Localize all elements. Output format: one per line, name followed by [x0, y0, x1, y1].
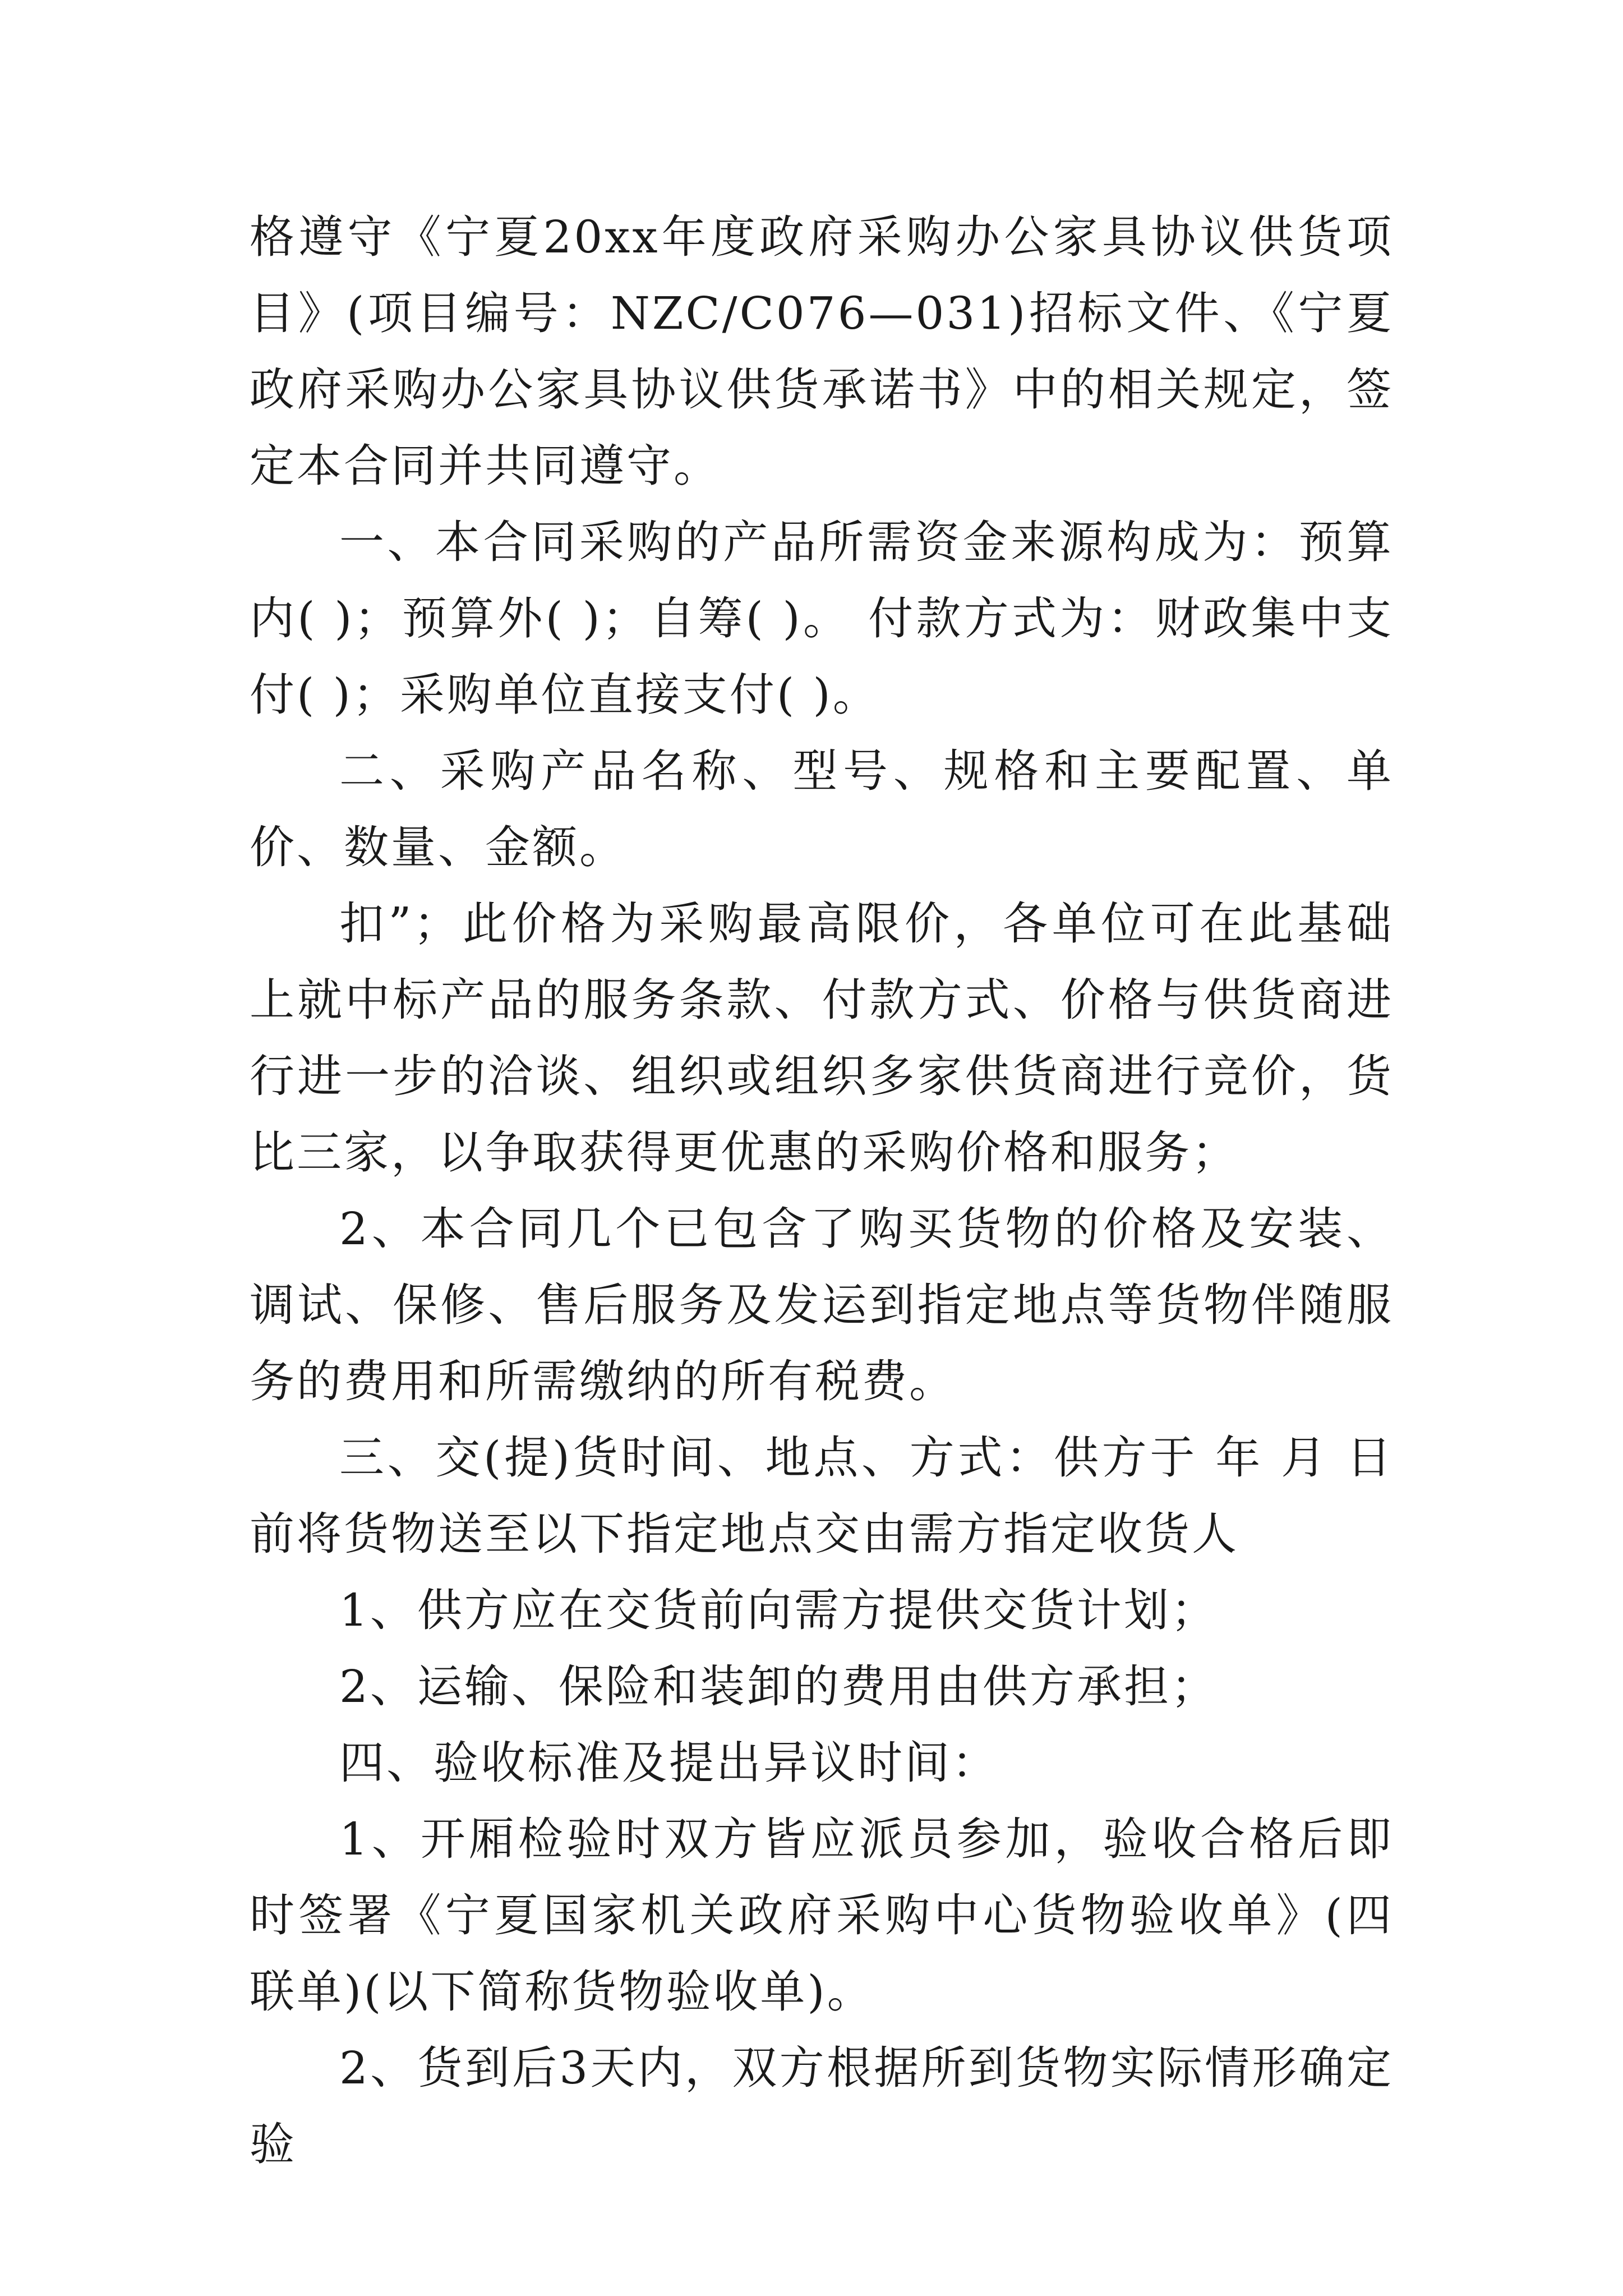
paragraph-contract-intro: 格遵守《宁夏20xx年度政府采购办公家具协议供货项目》(项目编号：NZC/C076—031)招标文件、《宁夏政府采购办公家具协议供货承诺书》中的相关规定，签定本合同并共同遵守。 — [250, 211, 1394, 492]
paragraph-delivery-terms: 三、交(提)货时间、地点、方式：供方于 年 月 日前将货物送至以下指定地点交由需方指定收货人 — [250, 1432, 1394, 1560]
paragraph-transport-cost: 2、运输、保险和装卸的费用由供方承担； — [339, 1660, 1218, 1713]
paragraph-price-inclusion: 2、本合同几个已包含了购买货物的价格及安装、调试、保修、售后服务及发运到指定地点等货物伴随服务的费用和所需缴纳的所有税费。 — [250, 1203, 1394, 1407]
paragraph-product-details: 二、采购产品名称、型号、规格和主要配置、单价、数量、金额。 — [250, 745, 1394, 873]
paragraph-acceptance-inspection: 1、开厢检验时双方皆应派员参加，验收合格后即时签署《宁夏国家机关政府采购中心货物验收单》(四联单)(以下简称货物验收单)。 — [250, 1813, 1394, 2018]
paragraph-delivery-plan: 1、供方应在交货前向需方提供交货计划； — [339, 1584, 1218, 1636]
paragraph-funding-source: 一、本合同采购的产品所需资金来源构成为：预算内( )；预算外( )；自筹( )。 付款方式为：财政集中支付( )；采购单位直接支付( )。 — [250, 516, 1394, 721]
paragraph-price-limit: 扣”；此价格为采购最高限价，各单位可在此基础上就中标产品的服务条款、付款方式、价格与供货商进行进一步的洽谈、组织或组织多家供货商进行竞价，货比三家，以争取获得更优惠的采购价格和服务； — [250, 898, 1394, 1179]
paragraph-acceptance-timeframe: 2、货到后3天内，双方根据所到货物实际情形确定验 — [250, 2042, 1394, 2170]
paragraph-acceptance-heading: 四、验收标准及提出异议时间： — [339, 1737, 999, 1789]
document-body — [250, 199, 1394, 2183]
